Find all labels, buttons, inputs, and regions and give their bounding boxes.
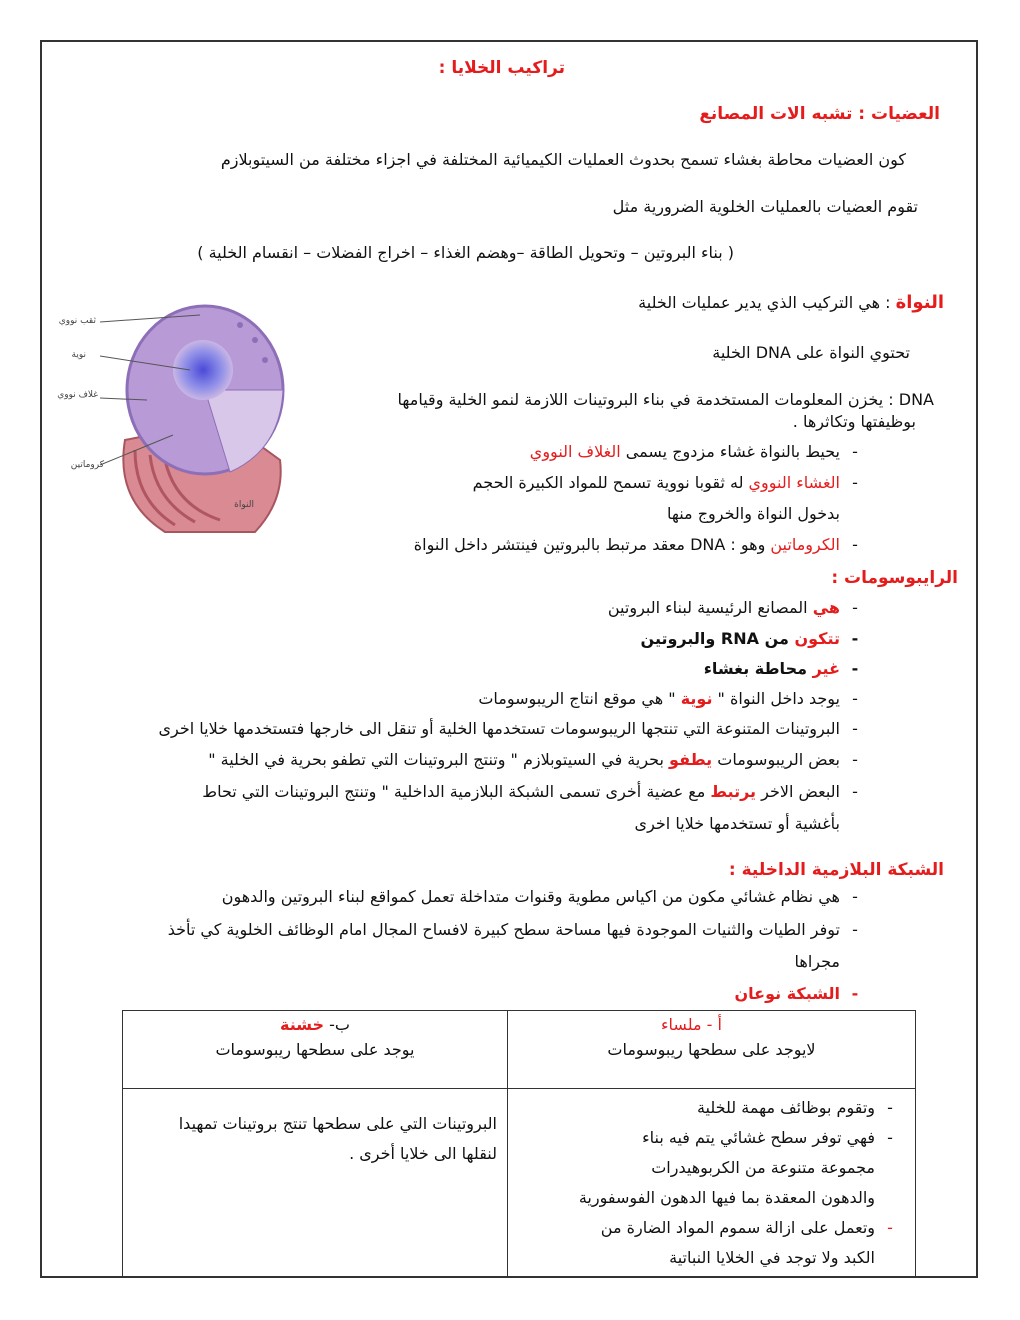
smooth-title: أ - ملساء	[661, 1015, 722, 1034]
bullet-text: يوجد داخل النواة "	[712, 689, 840, 708]
bullet-dash: -	[887, 1218, 893, 1237]
page-title: تراكيب الخلايا :	[438, 58, 565, 78]
bullet-red: الغلاف النووي	[529, 442, 621, 461]
bullet-dash: -	[852, 689, 858, 708]
dna-line-1: DNA : يخزن المعلومات المستخدمة في بناء البروتينات اللازمة لنمو الخلية وقيامها	[397, 390, 934, 409]
bullet-dash: -	[887, 1098, 893, 1117]
nucleus-bullet-envelope	[530, 440, 870, 464]
dna-line-2: بوظيفتها وتكاثرها .	[792, 412, 916, 431]
nucleus-bullet-chromatin	[414, 533, 870, 557]
bullet-red: الكروماتين	[770, 535, 840, 554]
label-nucleolus: نوية	[71, 350, 86, 360]
nucleus-bullet-membrane-cont: بدخول النواة والخروج منها	[666, 504, 840, 523]
er-line-1	[222, 885, 870, 909]
bullet-red: الغشاء النووي	[748, 473, 840, 492]
rough-function-1: البروتينات التي على سطحها تنتج بروتينات تمهيدا	[178, 1114, 497, 1133]
bullet-text: هي نظام غشائي مكون من اكياس مطوية وقنوات متداخلة تعمل كمواقع لبناء البروتين والدهون	[221, 887, 840, 906]
bullet-red: نوية	[680, 689, 713, 708]
bullet-text: بحرية في السيتوبلازم " وتنتج البروتينات التي تطفو بحرية في الخلية "	[208, 750, 670, 769]
nucleus-definition-text: : هي التركيب الذي يدير عمليات الخلية	[638, 293, 896, 312]
er-line-2	[168, 918, 870, 942]
bullet-text: له ثقوبا نووية تسمح للمواد الكبيرة الحجم	[472, 473, 749, 492]
er-heading: الشبكة البلازمية الداخلية :	[728, 860, 944, 880]
bullet-text: بعض الريبوسومات	[712, 750, 840, 769]
bullet-dash: -	[852, 598, 858, 617]
bullet-dash: -	[852, 750, 858, 769]
bullet-text: وتقوم بوظائف مهمة للخلية	[696, 1098, 875, 1117]
bullet-dash: -	[852, 782, 858, 801]
bullet-dash: -	[851, 984, 859, 1003]
bullet-text: وتعمل على ازالة سموم المواد الضارة من	[600, 1218, 875, 1237]
bullet-text: الشبكة نوعان	[734, 984, 840, 1003]
ribosome-item-7-cont: بأغشية أو تستخدمها خلايا اخرى	[634, 814, 840, 833]
ribosome-item-3	[704, 657, 870, 681]
rough-desc: يوجد على سطحها ريبوسومات	[215, 1040, 415, 1059]
smooth-functions-cell	[508, 1089, 916, 1278]
bullet-dash: -	[852, 535, 858, 554]
table-row	[123, 1089, 916, 1278]
label-nucleus: النواة	[234, 500, 254, 510]
nucleus-bullet-membrane	[473, 471, 870, 495]
nucleus-definition	[638, 291, 944, 315]
ribosome-item-4	[478, 687, 870, 711]
nucleus-heading: النواة	[895, 292, 944, 313]
bullet-dash: -	[852, 473, 858, 492]
organelles-line-1: كون العضيات محاطة بغشاء تسمح بحدوث العمليات الكيميائية المختلفة في اجزاء مختلفة من السيتوبلازم	[220, 150, 906, 169]
ribosome-item-1	[608, 596, 870, 620]
bullet-dash: -	[852, 719, 858, 738]
ribosome-item-6	[208, 748, 870, 772]
label-chromatin: كروماتين	[70, 460, 104, 470]
bullet-dash: -	[852, 442, 858, 461]
smooth-function-3b: الكبد ولا توجد في الخلايا النباتية	[669, 1248, 875, 1267]
nucleus-contains: تحتوي النواة على DNA الخلية	[712, 343, 910, 362]
organelles-line-3: ( بناء البروتين – وتحويل الطاقة –وهضم الغذاء – اخراج الفضلات – انقسام الخلية )	[197, 243, 734, 262]
ribosome-item-7	[202, 780, 870, 804]
bullet-text: من RNA والبروتين	[640, 629, 795, 648]
rough-prefix: ب-	[324, 1015, 350, 1034]
label-envelope: غلاف نووي	[57, 390, 98, 400]
table-row	[123, 1011, 916, 1089]
pore-dot	[237, 322, 243, 328]
smooth-function-2b: مجموعة متنوعة من الكربوهيدرات	[651, 1158, 875, 1177]
er-types	[734, 982, 870, 1006]
bullet-red: يطفو	[669, 750, 713, 769]
organelles-line-2: تقوم العضيات بالعمليات الخلوية الضرورية مثل	[612, 197, 918, 216]
smooth-function-1	[518, 1093, 905, 1123]
bullet-dash: -	[852, 920, 858, 939]
bullet-text: فهي توفر سطح غشائي يتم فيه بناء	[642, 1128, 875, 1147]
bullet-text: البروتينات المتنوعة التي تنتجها الريبوسومات تستخدمها الخلية أو تنقل الى خارجها فتستخدمها خلايا اخرى	[158, 719, 840, 738]
bullet-text: محاطة بغشاء	[703, 659, 813, 678]
nucleolus	[173, 340, 233, 400]
bullet-text: البعض الاخر	[756, 782, 840, 801]
ribosomes-heading: الرايبوسومات :	[831, 568, 958, 588]
rough-function-2: لنقلها الى خلايا أخرى .	[349, 1144, 497, 1163]
label-pore: ثقب نووي	[58, 316, 96, 326]
smooth-function-3	[518, 1213, 905, 1243]
pore-dot	[262, 357, 268, 363]
nucleus-diagram	[55, 300, 295, 535]
bullet-text: توفر الطيات والثنيات الموجودة فيها مساحة سطح كبيرة لافساح المجال امام الوظائف الخلوية كي تأخذ	[167, 920, 840, 939]
smooth-desc: لايوجد على سطحها ريبوسومات	[607, 1040, 816, 1059]
bullet-text: يحيط بالنواة غشاء مزدوج يسمى	[620, 442, 840, 461]
bullet-dash: -	[851, 629, 859, 648]
bullet-text: مع عضية أخرى تسمى الشبكة البلازمية الداخلية " وتنتج البروتينات التي تحاط	[202, 782, 711, 801]
bullet-red: غير	[812, 659, 840, 678]
bullet-text: وهو : DNA معقد مرتبط بالبروتين فينتشر داخل النواة	[413, 535, 771, 554]
bullet-dash: -	[887, 1128, 893, 1147]
smooth-header-cell	[508, 1011, 916, 1089]
bullet-dash: -	[852, 887, 858, 906]
bullet-red: هي	[812, 598, 840, 617]
ribosome-item-2	[641, 627, 870, 651]
er-line-2-cont: مجراها	[794, 952, 840, 971]
organelles-heading: العضيات : تشبه الات المصانع	[699, 104, 940, 124]
bullet-dash: -	[851, 659, 859, 678]
rough-header-cell	[123, 1011, 508, 1089]
rough-functions-cell	[123, 1089, 508, 1278]
bullet-text: المصانع الرئيسية لبناء البروتين	[607, 598, 813, 617]
ribosome-item-5	[158, 717, 870, 741]
rough-title: خشنة	[280, 1015, 325, 1034]
pore-dot	[252, 337, 258, 343]
rough-title-line	[133, 1015, 497, 1034]
bullet-text: " هي موقع انتاج الريبوسومات	[478, 689, 681, 708]
bullet-red: يرتبط	[710, 782, 757, 801]
er-comparison-table	[122, 1010, 916, 1278]
smooth-function-2	[518, 1123, 905, 1153]
bullet-red: تتكون	[794, 629, 840, 648]
smooth-function-2c: والدهون المعقدة بما فيها الدهون الفوسفورية	[578, 1188, 875, 1207]
